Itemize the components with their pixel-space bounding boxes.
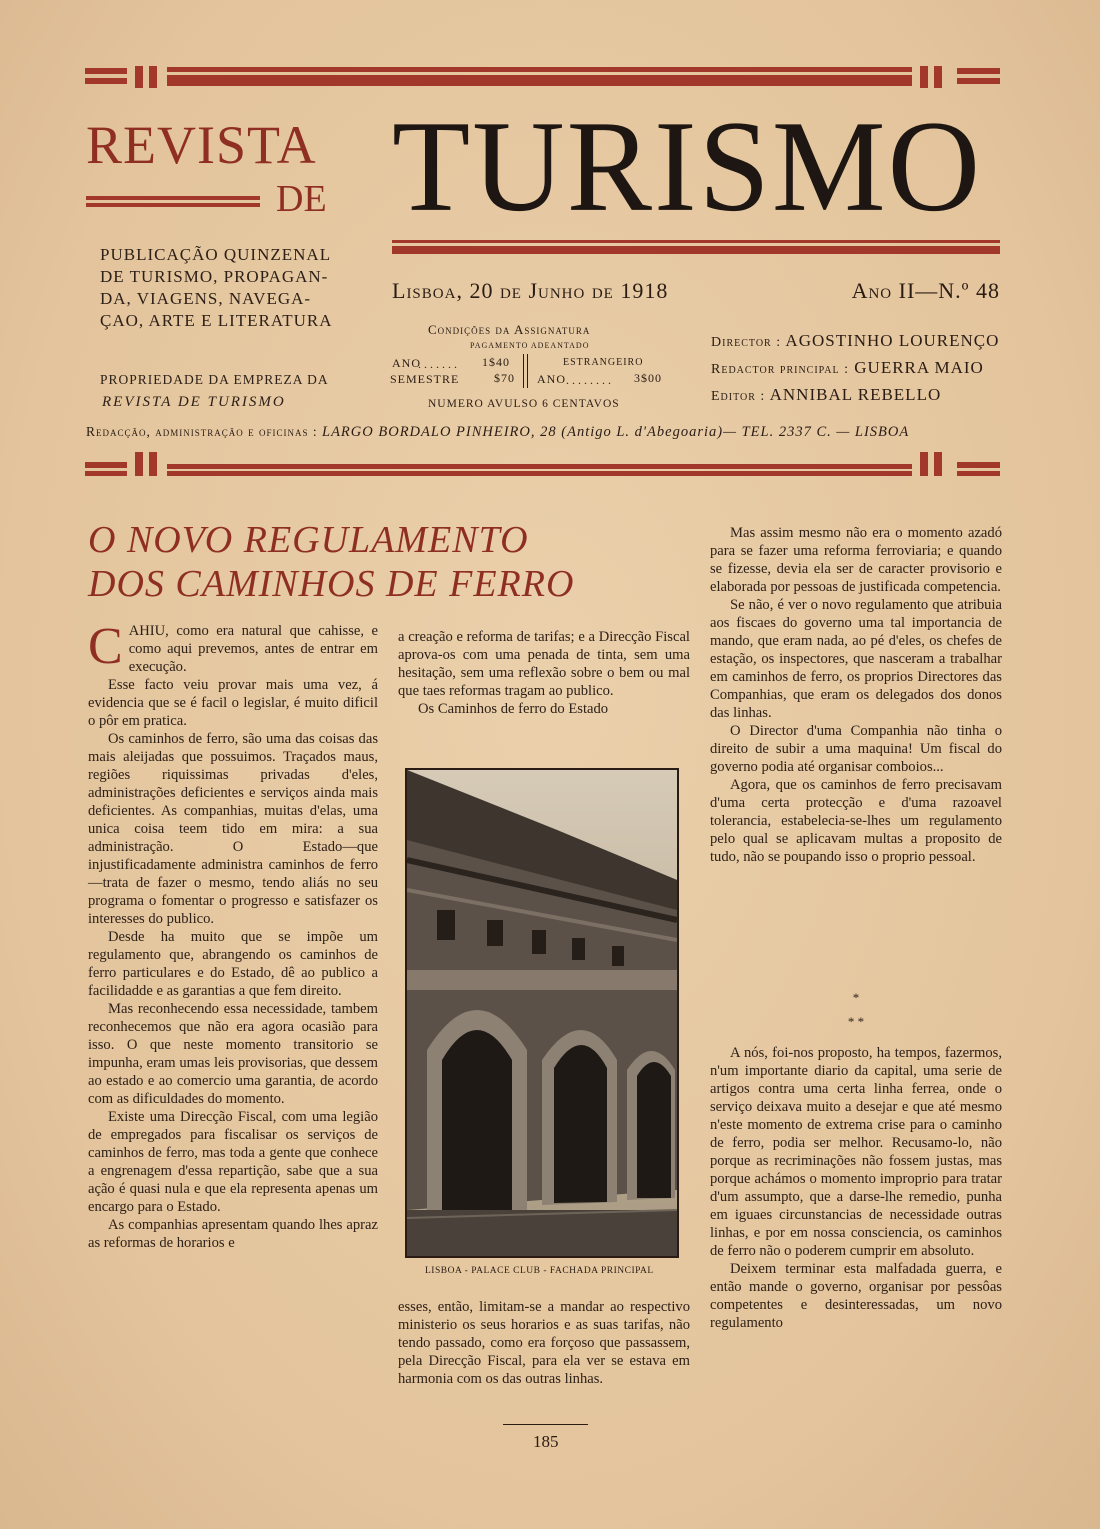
subscription-single: NUMERO AVULSO 6 CENTAVOS — [428, 398, 620, 410]
masthead-de-rule — [86, 196, 260, 200]
subscription-foreign-ano-label: ANO — [537, 372, 566, 386]
masthead-rule-bottom — [392, 246, 1000, 254]
description-line: ÇAO, ARTE E LITERATURA — [100, 311, 333, 330]
paragraph: Os caminhos de ferro, são uma das coisas das mais aleijadas que possuimos. Traçados maus, regiões riquissimas privadas d'eles, administrações deficientes e serviços ainda mais deficientes. As companhias, muitas d'elas, uma unica coisa teem tido em mira: a sua administração. O Estado—que injustificadamente administra caminhos de ferro—trata de fazer o mesmo, tendo aliás no seu programa o fomentar o progresso e satisfazer os interesses do publico. — [88, 731, 378, 927]
subscription-semestre-label: SEMESTRE — [390, 372, 460, 386]
article-column-2-bottom — [398, 1298, 690, 1408]
paragraph: Mas assim mesmo não era o momento azadó para se fazer uma reforma ferroviaria; e quando se fizesse, devia ela ser de caracter provisorio e elaborada por pessoas de justificada competencia. — [710, 525, 1002, 595]
page-number: 185 — [533, 1432, 559, 1451]
paragraph: a creação e reforma de tarifas; e a Direcção Fiscal aprova-os com uma penada de tinta, sem uma hesitação, sem uma reflexão sobre o bem ou mal que taes reformas tragam ao publico. — [398, 629, 690, 699]
masthead-rule-top — [392, 240, 1000, 243]
article-column-3-top — [710, 524, 1002, 984]
masthead-de-rule-2 — [86, 203, 260, 207]
paragraph: Mas reconhecendo essa necessidade, tambem reconhecemos que não era agora ocasião para isso. O que neste momento transitorio se impunha, eram umas leis provisorias, que dessem ao estado e ao comercio uma garantia, de acordo com as dificuldades do momento. — [88, 1001, 378, 1107]
subscription-note: PAGAMENTO ADEANTADO — [470, 341, 590, 350]
paragraph: Deixem terminar esta malfadada guerra, e então mande o governo, organisar por pessôas competentes e desinteressadas, um novo regulamento — [710, 1261, 1002, 1331]
article-column-2-top — [398, 628, 690, 748]
paragraph: Desde ha muito que se impõe um regulamento que, abrangendo os caminhos de ferro particulares e do Estado, dê ao publico a facilidadde e as garantias a que fem direito. — [88, 929, 378, 999]
masthead-title-de: DE — [276, 178, 327, 220]
editor-name: ANNIBAL REBELLO — [769, 385, 942, 404]
photo-caption: LISBOA - PALACE CLUB - FACHADA PRINCIPAL — [425, 1266, 654, 1276]
article-column-1 — [88, 618, 378, 1412]
paragraph: A nós, foi-nos proposto, ha tempos, fazermos, n'um importante diario da capital, uma serie de artigos contra uma certa linha ferrea, onde o serviço deixava muito a desejar e que até mesmo n'este momento de extrema crise para o caminho de ferro, podia ser melhor. Recusamo-lo, não porque as recriminações não fossem justas, mas porque achámos o momento improprio para tratar d'um assumpto, que a darse-lhe remedio, punha em iguaes circunstancias de necessidade outras linhas, e por em nossa consciencia, os caminhos de ferro não o poderem cumprir em absoluto. — [710, 1045, 1002, 1259]
property-line: PROPRIEDADE DA EMPREZA DA — [100, 372, 329, 387]
paragraph: As companhias apresentam quando lhes apraz as reformas de horarios e — [88, 1217, 378, 1251]
bottom-ornament-rule — [85, 452, 1000, 478]
top-ornament-rule — [85, 64, 1000, 90]
palace-club-photo — [405, 768, 679, 1258]
paragraph: AHIU, como era natural que cahisse, e como aqui prevemos, antes de entrar em execução. — [128, 623, 378, 675]
price-divider — [523, 354, 524, 388]
price-divider-2 — [527, 354, 528, 388]
headline-line-1: O NOVO REGULAMENTO — [88, 519, 529, 561]
description-line: DE TURISMO, PROPAGAN- — [100, 267, 329, 286]
address-line — [86, 424, 1006, 441]
masthead-title-revista: REVISTA — [86, 115, 317, 175]
article-headline — [88, 518, 574, 606]
redactor-label: Redactor principal : — [711, 362, 850, 377]
description-line: DA, VIAGENS, NAVEGA- — [100, 289, 312, 308]
subscription-ano-label: ANO — [392, 356, 421, 370]
subscription-foreign-ano-value: 3$00 — [634, 371, 662, 385]
page-number-rule — [503, 1424, 588, 1425]
subscription-foreign-label: ESTRANGEIRO — [563, 357, 644, 368]
director-name: AGOSTINHO LOURENÇO — [785, 331, 1000, 350]
drop-cap: C — [88, 618, 123, 675]
publication-description — [100, 244, 340, 332]
paragraph: esses, então, limitam-se a mandar ao respectivo ministerio os seus horarios e as suas tarifas, não tendo passado, como era forçoso que passassem, pela Direcção Fiscal, para ela ver se estava em harmonia com os das outras linhas. — [398, 1299, 690, 1387]
building-facade-image — [407, 770, 677, 1256]
address-value: LARGO BORDALO PINHEIRO, 28 (Antigo L. d'Abegoaria)— TEL. 2337 C. — LISBOA — [322, 424, 910, 440]
article-column-3-bottom — [710, 1044, 1002, 1414]
editor-label: Editor : — [711, 389, 766, 404]
subscription-ano-value: 1$40 — [482, 355, 510, 369]
director-label: Director : — [711, 335, 782, 350]
description-line: PUBLICAÇÃO QUINZENAL — [100, 245, 332, 264]
dot-leader: ....... — [418, 357, 460, 371]
issue-number: Ano II—N.º 48 — [851, 278, 1000, 303]
dot-leader: ........ — [566, 373, 614, 387]
masthead-title-turismo: TURISMO — [392, 93, 983, 239]
section-separator: * * * — [847, 990, 865, 1029]
redactor-name: GUERRA MAIO — [854, 358, 984, 377]
paragraph: Agora, que os caminhos de ferro precisavam d'uma certa protecção e d'uma razoavel tolerancia, estabelecia-se-lhes um regulamento pelo qual se aplicavam multas a proposito de tudo, não se poupando isso o proprio pessoal. — [710, 777, 1002, 865]
paragraph: Existe uma Direcção Fiscal, com uma legião de empregados para fiscalisar os serviços de caminhos de ferro, mas toda a gente que conhece a engrenagem d'essa repartição, sabe que a sua ação é quasi nula e que ela representa apenas um encargo para o Estado. — [88, 1109, 378, 1215]
paragraph: Esse facto veiu provar mais uma vez, á evidencia que se é facil o legislar, é muito dificil o pôr em pratica. — [88, 677, 378, 729]
paragraph: Se não, é ver o novo regulamento que atribuia aos fiscaes do governo uma tal importancia de mando, que eram nada, ao pé d'eles, os chefes de estação, os inspectores, que nasceram a trabalhar em caminhos de ferro, os proprios Directores das Companhias, que eram os delegados dos donos das linhas. — [710, 597, 1002, 721]
paragraph: Os Caminhos de ferro do Estado — [418, 701, 609, 717]
property-name: REVISTA DE TURISMO — [102, 394, 286, 410]
address-label: Redacção, administração e oficinas : — [86, 424, 318, 439]
staff-block — [711, 328, 1003, 409]
paragraph: O Director d'uma Companhia não tinha o direito de subir a uma maquina! Um fiscal do governo podia até organisar comboios... — [710, 723, 1002, 775]
headline-line-2: DOS CAMINHOS DE FERRO — [88, 563, 575, 605]
subscription-title: Condições da Assignatura — [428, 322, 591, 337]
subscription-semestre-value: $70 — [494, 371, 515, 385]
issue-dateline: Lisboa, 20 de Junho de 1918 — [392, 278, 669, 303]
